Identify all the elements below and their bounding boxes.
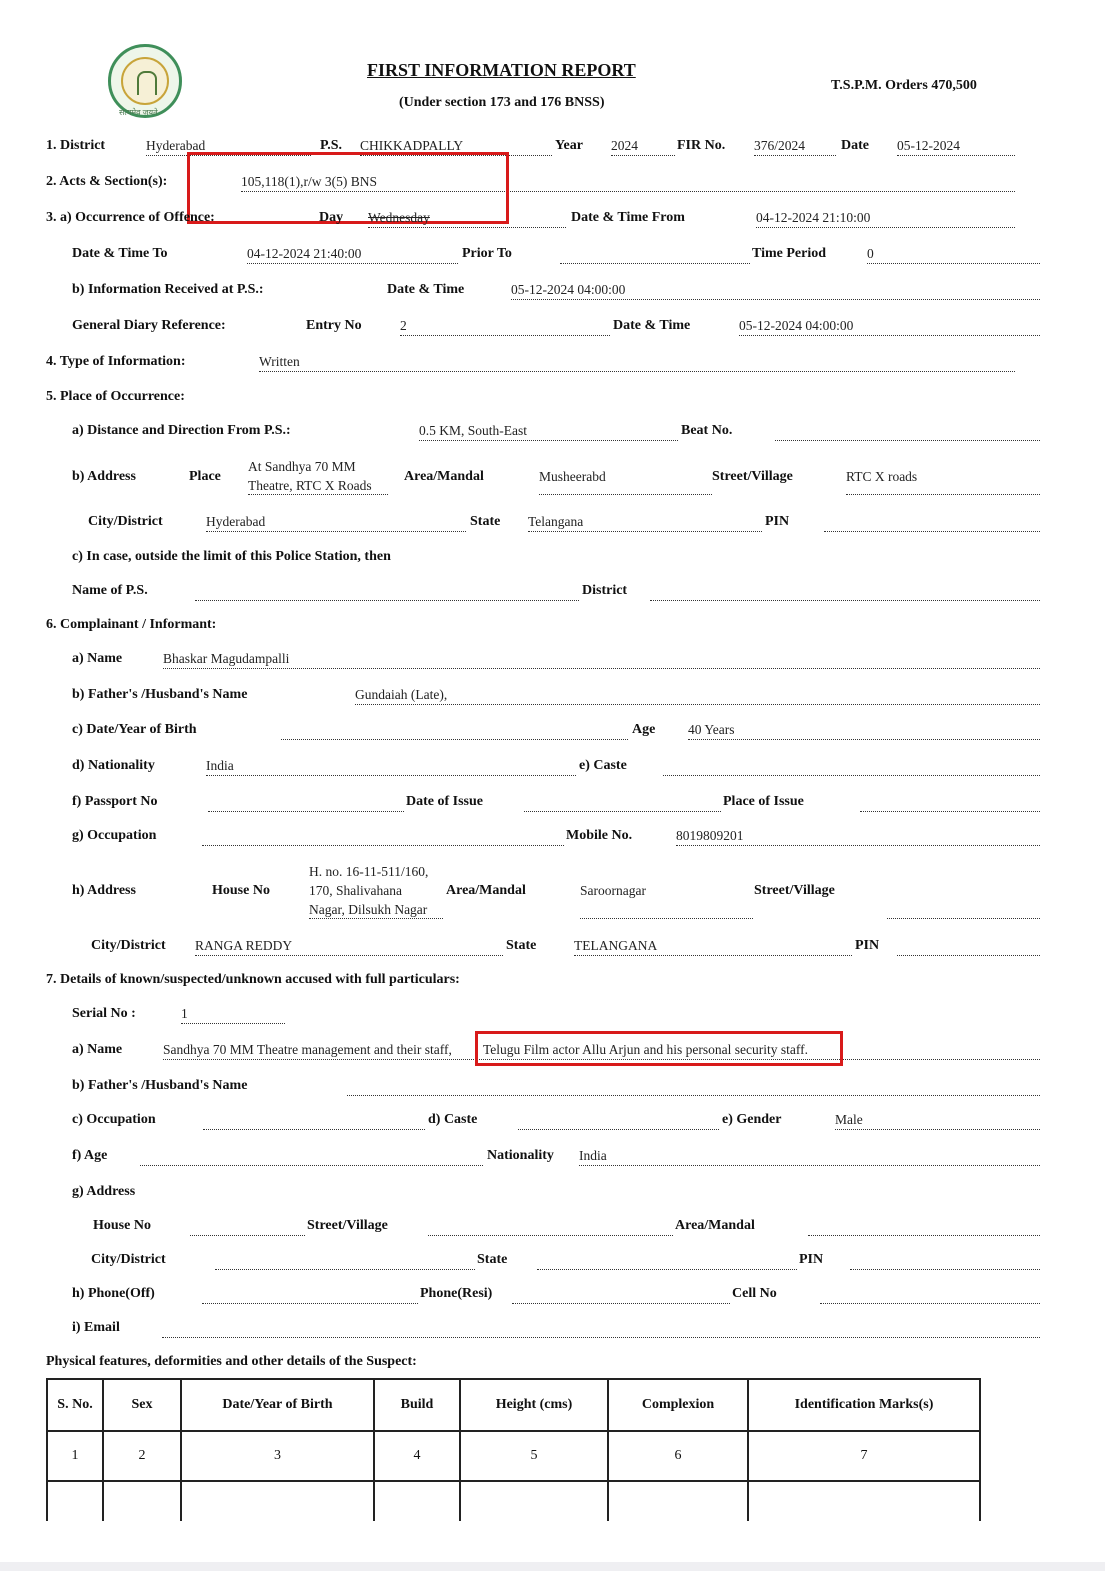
table-header: Identification Marks(s) — [748, 1379, 980, 1431]
city-label: City/District — [88, 514, 163, 529]
a-name-label: a) Name — [72, 1042, 123, 1057]
a-nationality-label: Nationality — [487, 1148, 554, 1163]
gd-dt-value: 05-12-2024 04:00:00 — [739, 318, 854, 333]
c-house-label: House No — [212, 883, 270, 898]
c-house-line-2: 170, Shalivahana — [309, 883, 402, 898]
c-state-label: State — [506, 938, 537, 953]
serial-value: 1 — [181, 1006, 188, 1021]
c-name-label: a) Name — [72, 651, 123, 666]
seal-caption: सत्यमेव जयते — [119, 108, 158, 117]
area-value: Musheerabd — [539, 469, 606, 484]
table-header: Sex — [103, 1379, 181, 1431]
received-dt-label: Date & Time — [387, 282, 465, 297]
received-dt-value: 05-12-2024 04:00:00 — [511, 282, 626, 297]
fir-value: 376/2024 — [754, 138, 806, 153]
day-value: Wednesday — [368, 210, 430, 225]
c-age-label: Age — [632, 722, 656, 737]
table-cell: 7 — [748, 1431, 980, 1481]
highlight-box-accused — [475, 1031, 843, 1066]
a-city-label: City/District — [91, 1252, 166, 1267]
c-area-value: Saroornagar — [580, 883, 646, 898]
c-street-label: Street/Village — [754, 883, 835, 898]
period-label: Time Period — [752, 246, 827, 261]
a-name-part-2: Telugu Film actor Allu Arjun and his personal security staff. — [483, 1042, 809, 1057]
page-title: FIRST INFORMATION REPORT — [367, 60, 636, 80]
outside-district-label: District — [582, 583, 628, 598]
acts-label: 2. Acts & Section(s): — [46, 174, 168, 189]
table-header: Complexion — [608, 1379, 748, 1431]
a-cell-label: Cell No — [732, 1286, 777, 1301]
date-label: Date — [841, 138, 869, 153]
c-mobile-label: Mobile No. — [566, 828, 633, 843]
place-line-1: At Sandhya 70 MM — [248, 459, 356, 474]
a-street-label: Street/Village — [307, 1218, 388, 1233]
c-age-value: 40 Years — [688, 722, 735, 737]
table-header: S. No. — [47, 1379, 103, 1431]
table-header: Height (cms) — [460, 1379, 608, 1431]
a-house-label: House No — [93, 1218, 151, 1233]
year-value: 2024 — [611, 138, 638, 153]
physical-features-table — [46, 1378, 981, 1521]
c-state-value: TELANGANA — [574, 938, 658, 953]
c-issue-date-label: Date of Issue — [406, 794, 483, 809]
entry-value: 2 — [400, 318, 407, 333]
outside-label: c) In case, outside the limit of this Police Station, then — [72, 549, 391, 564]
table-header: Date/Year of Birth — [181, 1379, 374, 1431]
district-label: 1. District — [46, 138, 106, 153]
a-father-label: b) Father's /Husband's Name — [72, 1078, 248, 1093]
table-cell: 3 — [181, 1431, 374, 1481]
a-phone-resi-label: Phone(Resi) — [420, 1286, 493, 1301]
table-cell: 6 — [608, 1431, 748, 1481]
from-label: Date & Time From — [571, 210, 685, 225]
highlight-box-acts — [187, 152, 509, 224]
table-cell: 2 — [103, 1431, 181, 1481]
page-subtitle: (Under section 173 and 176 BNSS) — [399, 95, 605, 110]
prior-label: Prior To — [462, 246, 512, 261]
from-value: 04-12-2024 21:10:00 — [756, 210, 871, 225]
gd-dt-label: Date & Time — [613, 318, 691, 333]
to-label: Date & Time To — [72, 246, 168, 261]
place-label: Place — [189, 469, 221, 484]
street-label: Street/Village — [712, 469, 793, 484]
table-cell: 1 — [47, 1431, 103, 1481]
state-value: Telangana — [528, 514, 584, 529]
c-occupation-label: g) Occupation — [72, 828, 157, 843]
c-father-label: b) Father's /Husband's Name — [72, 687, 248, 702]
info-type-value: Written — [259, 354, 300, 369]
c-area-label: Area/Mandal — [446, 883, 526, 898]
distance-label: a) Distance and Direction From P.S.: — [72, 423, 291, 438]
distance-value: 0.5 KM, South-East — [419, 423, 527, 438]
physical-features-label: Physical features, deformities and other details of the Suspect: — [46, 1354, 417, 1369]
city-value: Hyderabad — [206, 514, 266, 529]
complainant-label: 6. Complainant / Informant: — [46, 617, 217, 632]
day-label: Day — [319, 210, 344, 225]
a-pin-label: PIN — [799, 1252, 824, 1267]
c-dob-label: c) Date/Year of Birth — [72, 722, 197, 737]
ps-label: P.S. — [320, 138, 343, 153]
date-value: 05-12-2024 — [897, 138, 960, 153]
ps-value: CHIKKADPALLY — [360, 138, 464, 153]
c-address-label: h) Address — [72, 883, 136, 898]
orders-reference: T.S.P.M. Orders 470,500 — [831, 78, 977, 93]
acts-value: 105,118(1),r/w 3(5) BNS — [241, 174, 377, 189]
table-header: Build — [374, 1379, 460, 1431]
c-issue-place-label: Place of Issue — [723, 794, 804, 809]
a-gender-label: e) Gender — [722, 1112, 782, 1127]
serial-label: Serial No : — [72, 1006, 136, 1021]
c-nationality-value: India — [206, 758, 234, 773]
a-state-label: State — [477, 1252, 508, 1267]
accused-label: 7. Details of known/suspected/unknown accused with full particulars: — [46, 972, 460, 987]
page-bottom-edge — [0, 1562, 1105, 1571]
c-house-line-3: Nagar, Dilsukh Nagar — [309, 902, 428, 917]
a-gender-value: Male — [835, 1112, 863, 1127]
c-house-line-1: H. no. 16-11-511/160, — [309, 864, 429, 879]
to-value: 04-12-2024 21:40:00 — [247, 246, 362, 261]
c-nationality-label: d) Nationality — [72, 758, 155, 773]
beat-label: Beat No. — [681, 423, 733, 438]
c-city-value: RANGA REDDY — [195, 938, 293, 953]
district-value: Hyderabad — [146, 138, 206, 153]
c-caste-label: e) Caste — [579, 758, 627, 773]
c-father-value: Gundaiah (Late), — [355, 687, 448, 702]
entry-label: Entry No — [306, 318, 362, 333]
place-occurrence-label: 5. Place of Occurrence: — [46, 389, 185, 404]
occurrence-label: 3. a) Occurrence of Offence: — [46, 210, 215, 225]
received-label: b) Information Received at P.S.: — [72, 282, 264, 297]
period-value: 0 — [867, 246, 874, 261]
address-label: b) Address — [72, 469, 136, 484]
a-address-label: g) Address — [72, 1184, 136, 1199]
info-type-label: 4. Type of Information: — [46, 354, 186, 369]
street-value: RTC X roads — [846, 469, 918, 484]
a-phone-off-label: h) Phone(Off) — [72, 1286, 155, 1301]
table-cell: 5 — [460, 1431, 608, 1481]
name-ps-label: Name of P.S. — [72, 583, 148, 598]
a-occupation-label: c) Occupation — [72, 1112, 156, 1127]
c-passport-label: f) Passport No — [72, 794, 158, 809]
c-pin-label: PIN — [855, 938, 880, 953]
fir-label: FIR No. — [677, 138, 726, 153]
state-label: State — [470, 514, 501, 529]
pin-label: PIN — [765, 514, 790, 529]
a-name-part-1: Sandhya 70 MM Theatre management and their staff, — [163, 1042, 452, 1057]
a-email-label: i) Email — [72, 1320, 120, 1335]
c-name-value: Bhaskar Magudampalli — [163, 651, 290, 666]
c-city-label: City/District — [91, 938, 166, 953]
area-label: Area/Mandal — [404, 469, 484, 484]
c-mobile-value: 8019809201 — [676, 828, 744, 843]
a-caste-label: d) Caste — [428, 1112, 478, 1127]
table-cell: 4 — [374, 1431, 460, 1481]
year-label: Year — [555, 138, 583, 153]
gd-label: General Diary Reference: — [72, 318, 226, 333]
a-age-label: f) Age — [72, 1148, 108, 1163]
a-area-label: Area/Mandal — [675, 1218, 755, 1233]
place-line-2: Theatre, RTC X Roads — [248, 478, 372, 493]
a-nationality-value: India — [579, 1148, 607, 1163]
